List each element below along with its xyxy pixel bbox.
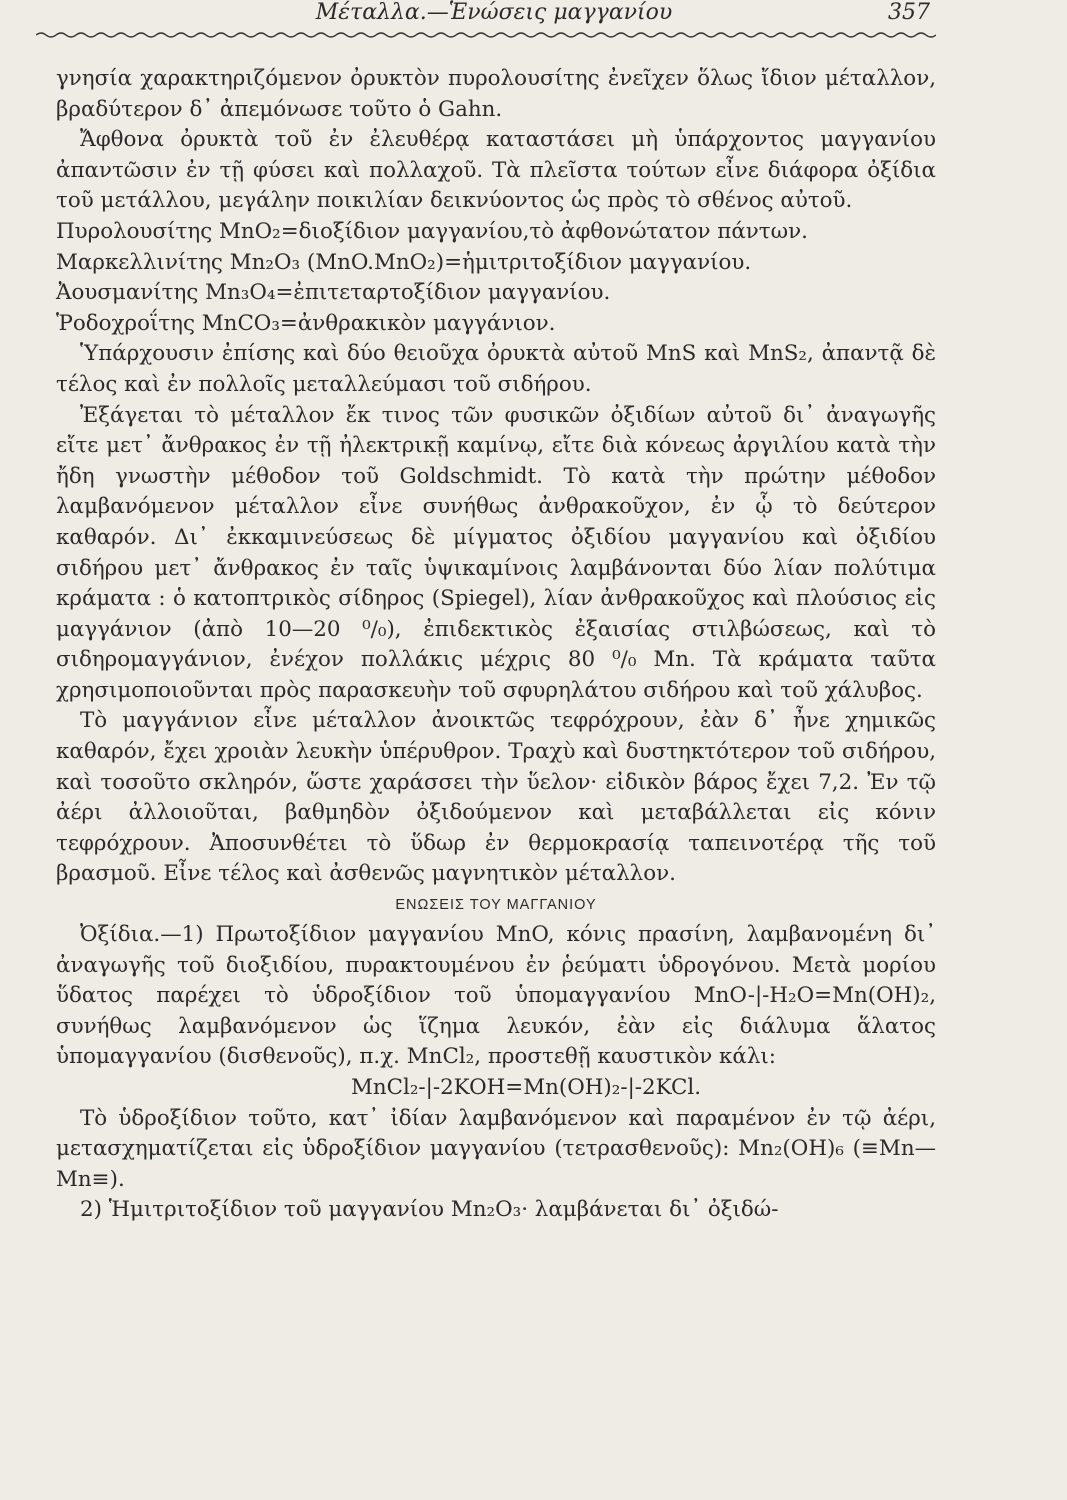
decorative-wavy-rule bbox=[36, 30, 936, 40]
paragraph-properties: Τὸ μαγγάνιον εἶνε μέταλλον ἀνοικτῶς τεφρόχρουν, ἐὰν δ᾿ ἦνε χημικῶς καθαρόν, ἔχει χροιὰν λευκὴν ὑπέρυθρον. Τραχὺ καὶ δυστηκτότερον τοῦ σιδήρου, καὶ τοσοῦτο σκληρόν, ὥστε χαράσσει τὴν ὕελον· εἰδικὸν βάρος ἔχει 7,2. Ἐν τῷ ἀέρι ἀλλοιοῦται, βαθμηδὸν ὀξιδούμενον καὶ μεταβάλλεται εἰς κόνιν τεφρόχρουν. Ἀποσυνθέτει τὸ ὕδωρ ἐν θερμοκρασίᾳ ταπεινοτέρᾳ τῆς τοῦ βρασμοῦ. Εἶνε τέλος καὶ ἀσθενῶς μαγνητικὸν μέταλλον. bbox=[56, 708, 936, 887]
header-title: Μέταλλα.—Ἑνώσεις μαγγανίου bbox=[315, 0, 673, 25]
mineral-marcellinite: Μαρκελλινίτης Mn₂O₃ (MnO.MnO₂)=ἡμιτριτοξίδιον μαγγανίου. bbox=[56, 249, 752, 275]
paragraph-continuation: γνησία χαρακτηριζόμενον ὀρυκτὸν πυρολουσίτης ἐνεῖχεν ὅλως ἴδιον μέταλλον, βραδύτερον δ᾿ ἀπεμόνωσε τοῦτο ὁ Gahn. bbox=[56, 66, 936, 122]
running-header bbox=[56, 0, 932, 26]
page-number: 357 bbox=[888, 0, 930, 25]
paragraph-hydroxide: Τὸ ὑδροξίδιον τοῦτο, κατ᾿ ἰδίαν λαμβανόμενον καὶ παραμένον ἐν τῷ ἀέρι, μετασχηματίζεται εἰς ὑδροξίδιον μαγγανίου (τετρασθενοῦς): Mn₂(OH)₆ (≡Mn—Mn≡). bbox=[56, 1105, 936, 1192]
paragraph-sulfides: Ὑπάρχουσιν ἐπίσης καὶ δύο θειοῦχα ὀρυκτὰ αὐτοῦ MnS καὶ MnS₂, ἀπαντᾷ δὲ τέλος καὶ ἐν πολλοῖς μεταλλεύμασι τοῦ σιδήρου. bbox=[56, 341, 936, 397]
paragraph-oxides: Ὀξίδια.—1) Πρωτοξίδιον μαγγανίου MnO, κόνις πρασίνη, λαμβανομένη δι᾿ ἀναγωγῆς τοῦ διοξιδίου, πυρακτουμένου ἐν ῥεύματι ὑδρογόνου. Μετὰ μορίου ὕδατος παρέχει τὸ ὑδροξίδιον τοῦ ὑπομαγγανίου MnO-|-H₂O=Mn(OH)₂, συνήθως λαμβανόμενον ὡς ἵζημα λευκόν, ἐὰν εἰς διάλυμα ἅλατος ὑπομαγγανίου (δισθενοῦς), π.χ. MnCl₂, προστεθῇ καυστικὸν κάλι: bbox=[56, 922, 936, 1070]
mineral-hausmannite: Ἀουσμανίτης Mn₃O₄=ἐπιτεταρτοξίδιον μαγγανίου. bbox=[56, 280, 611, 306]
chemical-equation: MnCl₂-|-2KOH=Mn(OH)₂-|-2KCl. bbox=[350, 1075, 702, 1100]
section-heading: ΕΝΩΣΕΙΣ ΤΟΥ ΜΑΓΓΑΝΙΟΥ bbox=[395, 897, 597, 914]
paragraph-extraction: Ἐξάγεται τὸ μέταλλον ἔκ τινος τῶν φυσικῶν ὀξιδίων αὐτοῦ δι᾿ ἀναγωγῆς εἴτε μετ᾿ ἄνθρακος ἐν τῇ ἠλεκτρικῇ καμίνῳ, εἴτε διὰ κόνεως ἀργιλίου κατὰ τὴν ἤδη γνωστὴν μέθοδον τοῦ Goldschmidt. Τὸ κατὰ τὴν πρώτην μέθοδον λαμβανόμενον μέταλλον εἶνε συνήθως ἀνθρακοῦχον, ἐν ᾧ τὸ δεύτερον καθαρόν. Δι᾿ ἐκκαμινεύσεως δὲ μίγματος ὀξιδίου μαγγανίου καὶ ὀξιδίου σιδήρου μετ᾿ ἄνθρακος ἐν ταῖς ὑψικαμίνοις λαμβάνονται δύο λίαν πολύτιμα κράματα : ὁ κατοπτρικὸς σίδηρος (Spiegel), λίαν ἀνθρακοῦχος καὶ πλούσιος εἰς μαγγάνιον (ἀπὸ 10—20 ⁰/₀), ἐπιδεκτικὸς ἐξαισίας στιλβώσεως, καὶ τὸ σιδηρομαγγάνιον, ἐνέχον πολλάκις μέχρις 80 ⁰/₀ Mn. Τὰ κράματα ταῦτα χρησιμοποιοῦνται πρὸς παρασκευὴν τοῦ σφυρηλάτου σιδήρου καὶ τοῦ χάλυβος. bbox=[56, 402, 936, 703]
paragraph-minerals-intro: Ἄφθονα ὀρυκτὰ τοῦ ἐν ἐλευθέρᾳ καταστάσει μὴ ὑπάρχοντος μαγγανίου ἀπαντῶσιν ἐν τῇ φύσει καὶ πολλαχοῦ. Τὰ πλεῖστα τούτων εἶνε διάφορα ὀξίδια τοῦ μετάλλου, μεγάλην ποικιλίαν δεικνύοντος ὡς πρὸς τὸ σθένος αὐτοῦ. bbox=[56, 127, 936, 214]
body-text bbox=[56, 64, 936, 1226]
mineral-rhodochrosite: Ῥοδοχροΐτης MnCO₃=ἀνθρακικὸν μαγγάνιον. bbox=[56, 310, 556, 336]
paragraph-sesquioxide: 2) Ἡμιτριτοξίδιον τοῦ μαγγανίου Mn₂O₃· λαμβάνεται δι᾿ ὀξιδώ- bbox=[80, 1197, 779, 1223]
mineral-pyrolusite: Πυρολουσίτης MnO₂=διοξίδιον μαγγανίου,τὸ ἀφθονώτατον πάντων. bbox=[56, 218, 808, 244]
